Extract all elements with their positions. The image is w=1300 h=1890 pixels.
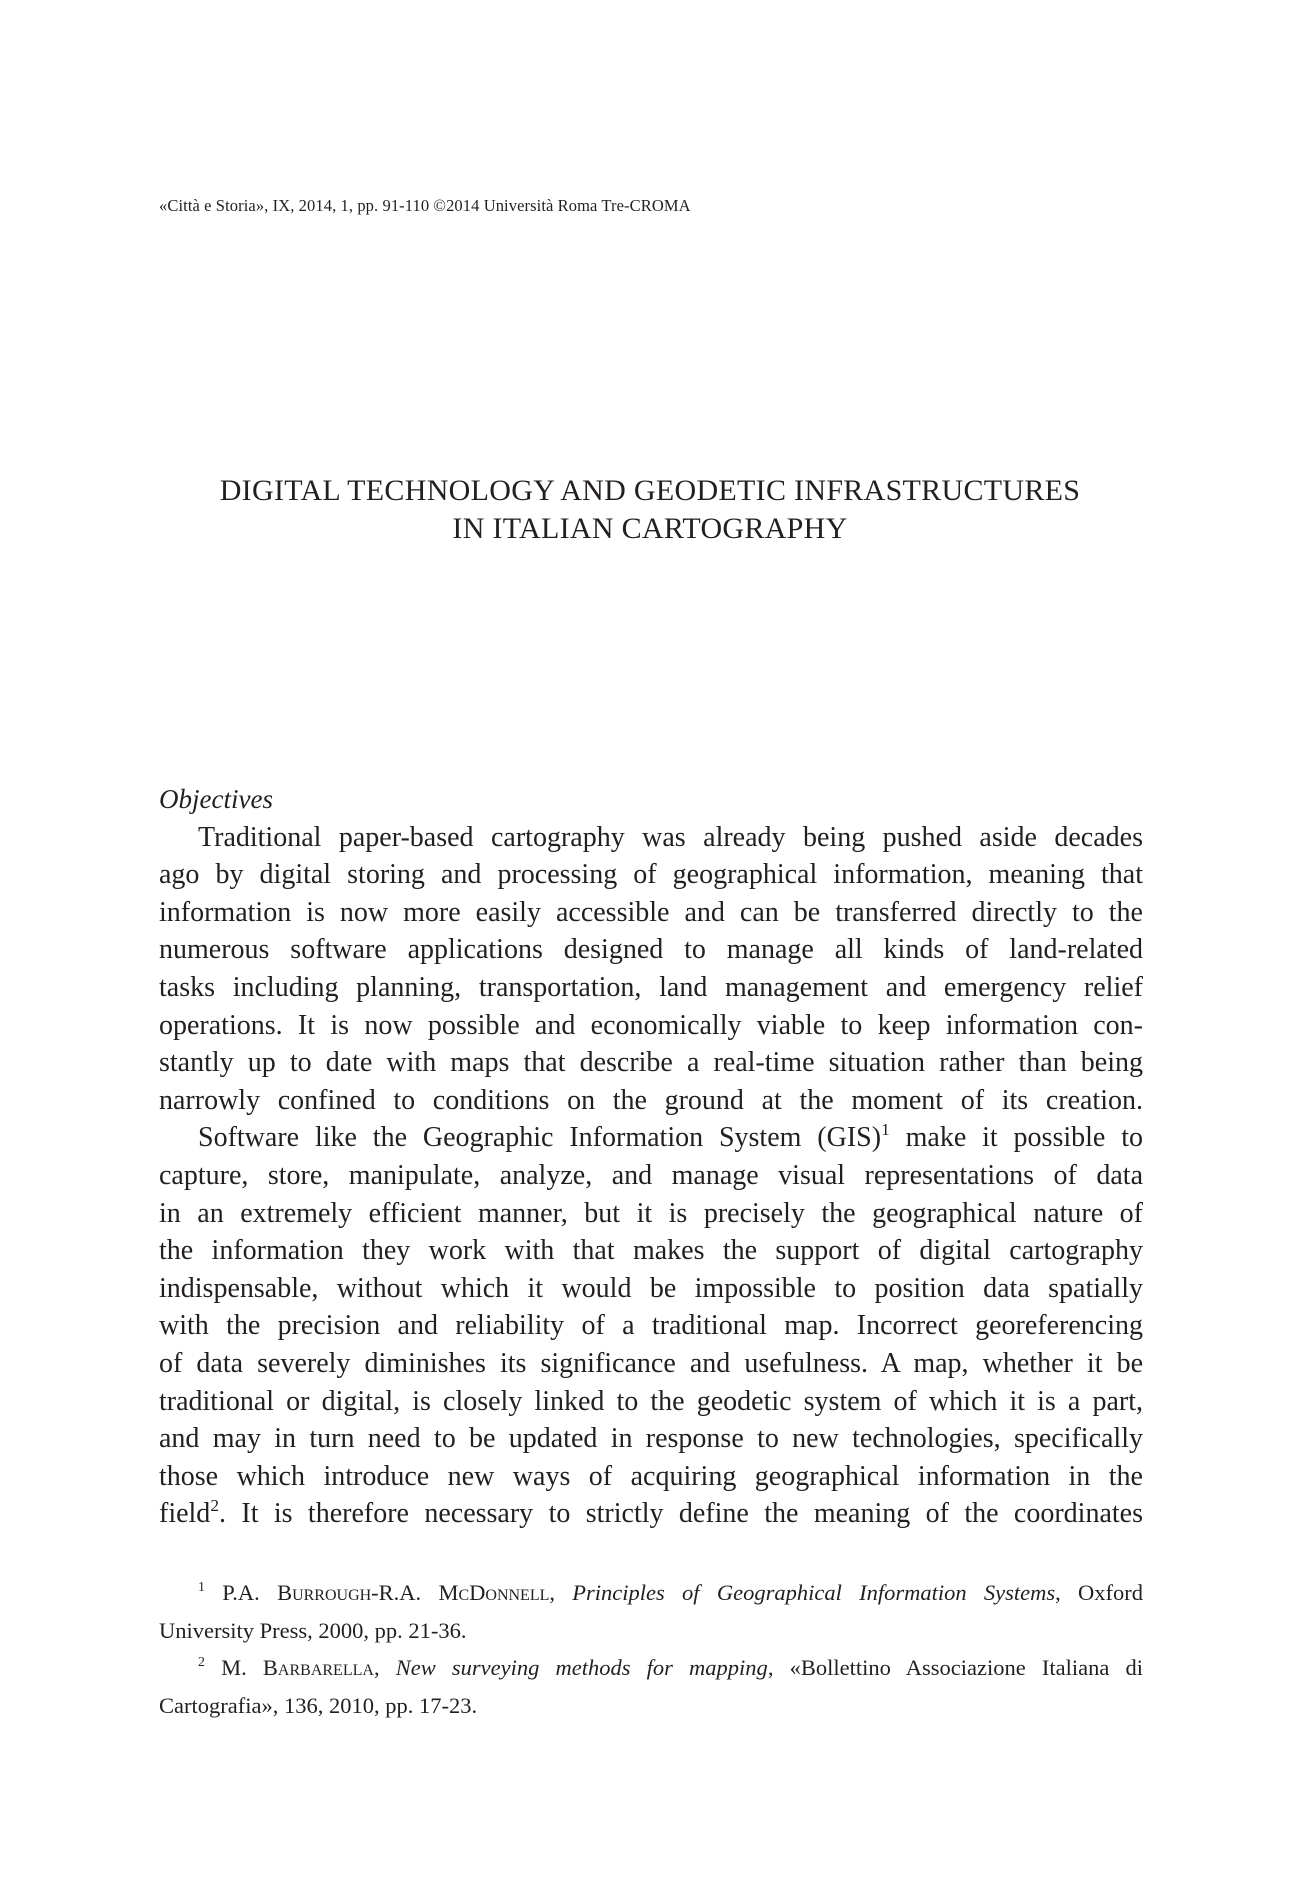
title-line-1: DIGITAL TECHNOLOGY AND GEODETIC INFRASTRUCTURES xyxy=(219,474,1081,507)
running-head: «Città e Storia», IX, 2014, 1, pp. 91-110 ©2014 Università Roma Tre-CROMA xyxy=(159,196,691,215)
text-line: in an extremely efficient manner, but it is precisely the geographical nature of xyxy=(159,1197,1143,1229)
text-line: Traditional paper-based cartography was already being pushed aside decades xyxy=(198,821,1143,853)
text-line xyxy=(159,1119,1143,1157)
text-line: numerous software applications designed to manage all kinds of land-related xyxy=(159,934,1143,966)
footnote-line: Cartografia», 136, 2010, pp. 17-23. xyxy=(159,1692,478,1718)
footnote-author-initials: M. xyxy=(221,1655,263,1681)
text-line xyxy=(159,1495,1143,1533)
section-heading: Objectives xyxy=(159,784,273,814)
text-line: information is now more easily accessible and can be transferred directly to the xyxy=(159,896,1143,928)
footnote-ref-2[interactable]: 2 xyxy=(210,1495,219,1515)
text-segment: . It is therefore necessary to strictly define the meaning of the coordinates xyxy=(219,1498,1143,1530)
text-line: capture, store, manipulate, analyze, and manage visual representations of data xyxy=(159,1159,1143,1191)
paragraph-1 xyxy=(159,819,1143,1120)
footnote-number: 1 xyxy=(198,1579,205,1595)
article-title xyxy=(0,472,1300,548)
footnote-text: , Oxford xyxy=(1055,1580,1144,1605)
text-segment: make it possible to xyxy=(889,1122,1143,1154)
footnote-author-initials: P.A. xyxy=(222,1580,278,1605)
footnote-line: $^1$ P.A. Burrough-R.A. McDonnell, Principles of Geographical Information Systems, Oxford xyxy=(198,1579,1144,1605)
text-line: indispensable, without which it would be impossible to position data spatially xyxy=(159,1272,1143,1304)
text-line: of data severely diminishes its significance and usefulness. A map, whether it be xyxy=(159,1347,1143,1379)
footnotes xyxy=(159,1578,1143,1728)
footnote-ref-1[interactable]: 1 xyxy=(881,1120,890,1140)
text-segment: Software like the Geographic Information System (GIS) xyxy=(198,1122,882,1154)
footnote-number: 2 xyxy=(198,1654,205,1670)
footnote-2 xyxy=(159,1653,1143,1728)
article-body xyxy=(159,781,1143,1533)
footnote-work-title: New surveying methods for mapping xyxy=(395,1655,768,1681)
footnote-author: Barbarella xyxy=(262,1655,374,1681)
text-line: with the precision and reliability of a traditional map. Incorrect georeferencing xyxy=(159,1310,1143,1342)
paragraph-2 xyxy=(159,1119,1143,1533)
text-line: and may in turn need to be updated in response to new technologies, specifically xyxy=(159,1423,1143,1455)
text-line: those which introduce new ways of acquiring geographical information in the xyxy=(159,1460,1143,1492)
text-line: ago by digital storing and processing of geographical information, meaning that xyxy=(159,859,1143,891)
footnote-author: Burrough-R.A. McDonnell xyxy=(277,1580,550,1605)
text-line: narrowly confined to conditions on the ground at the moment of its creation. xyxy=(159,1084,1143,1116)
title-line-2: IN ITALIAN CARTOGRAPHY xyxy=(452,512,848,545)
text-line: stantly up to date with maps that describe a real-time situation rather than being xyxy=(159,1047,1143,1079)
text-segment: field xyxy=(159,1498,211,1530)
footnote-1 xyxy=(159,1578,1143,1653)
footnote-line: University Press, 2000, pp. 21-36. xyxy=(159,1617,467,1643)
footnote-work-title: Principles of Geographical Information Systems xyxy=(572,1580,1056,1605)
text-line: operations. It is now possible and economically viable to keep information con- xyxy=(159,1009,1143,1041)
footnote-line: $^2$ M. Barbarella, New surveying methods for mapping, «Bollettino Associazione Italiana di xyxy=(198,1654,1143,1681)
text-line: traditional or digital, is closely linked to the geodetic system of which it is a part, xyxy=(159,1385,1143,1417)
footnote-text: , «Bollettino Associazione Italiana di xyxy=(767,1655,1143,1681)
text-line: the information they work with that makes the support of digital cartography xyxy=(159,1235,1143,1267)
text-line: tasks including planning, transportation, land management and emergency relief xyxy=(159,971,1143,1003)
